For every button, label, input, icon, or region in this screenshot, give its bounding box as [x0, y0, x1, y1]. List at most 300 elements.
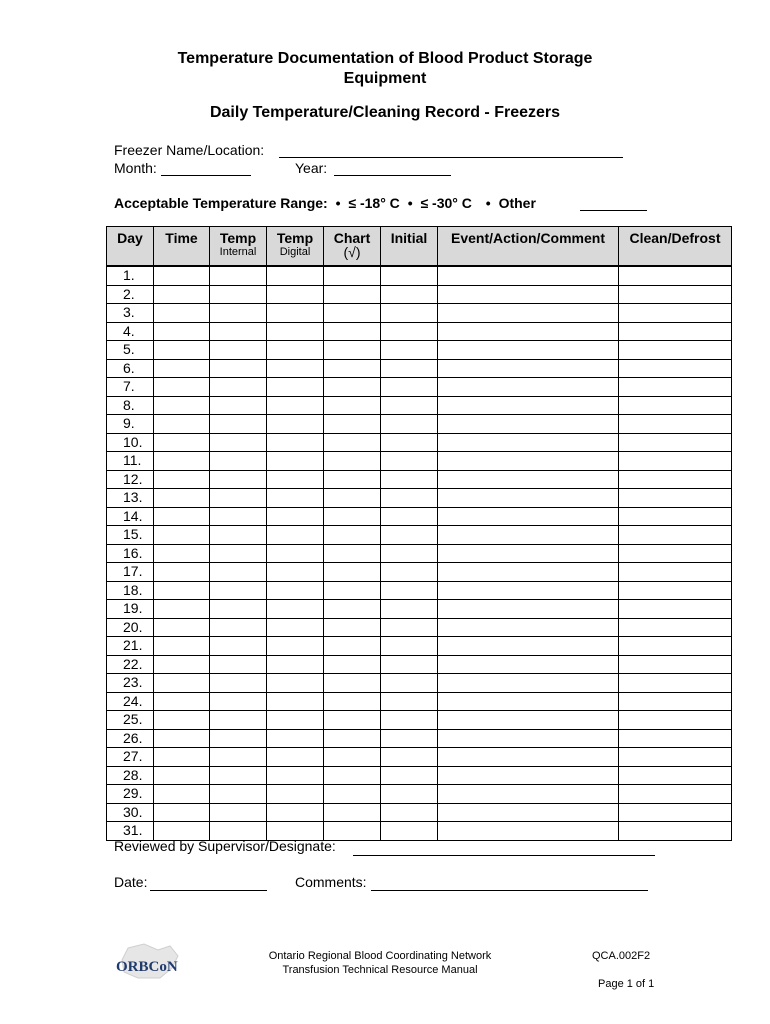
entry-cell[interactable]	[619, 359, 732, 378]
entry-cell[interactable]	[324, 711, 381, 730]
entry-cell[interactable]	[619, 285, 732, 304]
entry-cell[interactable]	[154, 729, 210, 748]
entry-cell[interactable]	[438, 729, 619, 748]
entry-cell[interactable]	[381, 637, 438, 656]
table-row	[107, 563, 732, 582]
table-row	[107, 507, 732, 526]
day-number: 25.	[107, 711, 154, 730]
entry-cell[interactable]	[267, 711, 324, 730]
column-header-label: Temp	[276, 230, 314, 246]
entry-cell[interactable]	[381, 304, 438, 323]
entry-cell[interactable]	[267, 618, 324, 637]
day-number: 2.	[107, 285, 154, 304]
entry-cell[interactable]	[324, 378, 381, 397]
entry-cell[interactable]	[324, 637, 381, 656]
entry-cell[interactable]	[324, 766, 381, 785]
entry-cell[interactable]	[154, 655, 210, 674]
table-row	[107, 470, 732, 489]
entry-cell[interactable]	[619, 489, 732, 508]
entry-cell[interactable]	[619, 322, 732, 341]
entry-cell[interactable]	[267, 655, 324, 674]
entry-cell[interactable]	[619, 507, 732, 526]
entry-cell[interactable]	[267, 507, 324, 526]
entry-cell[interactable]	[381, 803, 438, 822]
entry-cell[interactable]	[267, 748, 324, 767]
entry-cell[interactable]	[324, 544, 381, 563]
entry-cell[interactable]	[210, 489, 267, 508]
entry-cell[interactable]	[438, 359, 619, 378]
entry-cell[interactable]	[210, 433, 267, 452]
column-header-label: Initial	[390, 230, 428, 246]
entry-cell[interactable]	[324, 803, 381, 822]
entry-cell[interactable]	[210, 304, 267, 323]
day-number: 10.	[107, 433, 154, 452]
entry-cell[interactable]	[154, 489, 210, 508]
day-number: 5.	[107, 341, 154, 360]
entry-cell[interactable]	[381, 359, 438, 378]
entry-cell[interactable]	[438, 748, 619, 767]
entry-cell[interactable]	[381, 692, 438, 711]
range-option-30[interactable]: ≤ -30° C	[420, 195, 472, 211]
entry-cell[interactable]	[210, 396, 267, 415]
entry-cell[interactable]	[381, 563, 438, 582]
entry-cell[interactable]	[438, 470, 619, 489]
entry-cell[interactable]	[619, 766, 732, 785]
entry-cell[interactable]	[381, 396, 438, 415]
entry-cell[interactable]	[210, 729, 267, 748]
entry-cell[interactable]	[154, 581, 210, 600]
day-number: 7.	[107, 378, 154, 397]
column-header	[154, 227, 210, 267]
entry-cell[interactable]	[154, 378, 210, 397]
column-header-sublabel: Digital	[279, 246, 311, 258]
entry-cell[interactable]	[154, 600, 210, 619]
entry-cell[interactable]	[324, 507, 381, 526]
column-header	[381, 227, 438, 267]
entry-cell[interactable]	[619, 433, 732, 452]
entry-cell[interactable]	[210, 341, 267, 360]
entry-cell[interactable]	[267, 433, 324, 452]
entry-cell[interactable]	[381, 655, 438, 674]
entry-cell[interactable]	[154, 692, 210, 711]
entry-cell[interactable]	[154, 637, 210, 656]
entry-cell[interactable]	[381, 785, 438, 804]
table-row	[107, 692, 732, 711]
entry-cell[interactable]	[324, 433, 381, 452]
entry-cell[interactable]	[267, 674, 324, 693]
orbcon-logo	[114, 942, 186, 982]
entry-cell[interactable]	[619, 470, 732, 489]
entry-cell[interactable]	[210, 378, 267, 397]
entry-cell[interactable]	[324, 470, 381, 489]
entry-cell[interactable]	[619, 563, 732, 582]
entry-cell[interactable]	[210, 266, 267, 285]
entry-cell[interactable]	[381, 729, 438, 748]
entry-cell[interactable]	[324, 341, 381, 360]
entry-cell[interactable]	[267, 378, 324, 397]
document-title: Temperature Documentation of Blood Product Storage	[177, 50, 593, 67]
entry-cell[interactable]	[438, 304, 619, 323]
table-row	[107, 378, 732, 397]
entry-cell[interactable]	[154, 785, 210, 804]
entry-cell[interactable]	[438, 526, 619, 545]
entry-cell[interactable]	[619, 711, 732, 730]
day-number: 15.	[107, 526, 154, 545]
entry-cell[interactable]	[324, 415, 381, 434]
temperature-log-table	[106, 226, 732, 841]
entry-cell[interactable]	[438, 415, 619, 434]
entry-cell[interactable]	[619, 674, 732, 693]
entry-cell[interactable]	[267, 581, 324, 600]
entry-cell[interactable]	[154, 396, 210, 415]
entry-cell[interactable]	[267, 526, 324, 545]
entry-cell[interactable]	[619, 341, 732, 360]
range-other-field[interactable]	[580, 210, 647, 211]
range-bullet-2: •	[407, 195, 413, 211]
entry-cell[interactable]	[154, 341, 210, 360]
entry-cell[interactable]	[324, 581, 381, 600]
entry-cell[interactable]	[619, 581, 732, 600]
entry-cell[interactable]	[154, 470, 210, 489]
column-header	[619, 227, 732, 267]
range-label: Acceptable Temperature Range:	[114, 195, 328, 211]
comments-label: Comments:	[295, 874, 367, 890]
entry-cell[interactable]	[438, 563, 619, 582]
entry-cell[interactable]	[619, 396, 732, 415]
entry-cell[interactable]	[154, 266, 210, 285]
entry-cell[interactable]	[438, 452, 619, 471]
entry-cell[interactable]	[210, 618, 267, 637]
entry-cell[interactable]	[210, 600, 267, 619]
entry-cell[interactable]	[267, 266, 324, 285]
entry-cell[interactable]	[438, 544, 619, 563]
entry-cell[interactable]	[438, 266, 619, 285]
entry-cell[interactable]	[619, 544, 732, 563]
entry-cell[interactable]	[438, 396, 619, 415]
entry-cell[interactable]	[324, 600, 381, 619]
entry-cell[interactable]	[267, 285, 324, 304]
entry-cell[interactable]	[619, 748, 732, 767]
entry-cell[interactable]	[438, 803, 619, 822]
entry-cell[interactable]	[324, 692, 381, 711]
entry-cell[interactable]	[381, 766, 438, 785]
entry-cell[interactable]	[267, 322, 324, 341]
day-number: 13.	[107, 489, 154, 508]
comments-field[interactable]	[371, 890, 648, 891]
footer-org	[250, 949, 510, 977]
entry-cell[interactable]	[381, 341, 438, 360]
entry-cell[interactable]	[381, 581, 438, 600]
entry-cell[interactable]	[210, 803, 267, 822]
entry-cell[interactable]	[324, 396, 381, 415]
logo-text: ORBCoN	[116, 959, 178, 975]
entry-cell[interactable]	[154, 415, 210, 434]
entry-cell[interactable]	[619, 729, 732, 748]
table-row	[107, 674, 732, 693]
freezer-name-field[interactable]	[279, 157, 623, 158]
range-option-18[interactable]: ≤ -18° C	[348, 195, 400, 211]
temperature-range-row	[114, 195, 540, 211]
table-row	[107, 452, 732, 471]
entry-cell[interactable]	[267, 692, 324, 711]
document-title-line2: Equipment	[343, 70, 427, 87]
entry-cell[interactable]	[154, 563, 210, 582]
entry-cell[interactable]	[438, 674, 619, 693]
entry-cell[interactable]	[619, 692, 732, 711]
entry-cell[interactable]	[267, 563, 324, 582]
table-row	[107, 489, 732, 508]
month-field[interactable]	[161, 175, 251, 176]
entry-cell[interactable]	[381, 544, 438, 563]
entry-cell[interactable]	[154, 711, 210, 730]
entry-cell[interactable]	[381, 452, 438, 471]
entry-cell[interactable]	[619, 452, 732, 471]
entry-cell[interactable]	[154, 766, 210, 785]
entry-cell[interactable]	[619, 618, 732, 637]
table-row	[107, 433, 732, 452]
table-header-row	[107, 227, 732, 267]
entry-cell[interactable]	[154, 285, 210, 304]
entry-cell[interactable]	[267, 600, 324, 619]
footer-org-line2: Transfusion Technical Resource Manual	[282, 964, 478, 976]
entry-cell[interactable]	[210, 415, 267, 434]
day-number: 17.	[107, 563, 154, 582]
entry-cell[interactable]	[619, 655, 732, 674]
day-number: 18.	[107, 581, 154, 600]
column-header-sublabel: (√)	[343, 244, 361, 260]
day-number: 27.	[107, 748, 154, 767]
entry-cell[interactable]	[210, 766, 267, 785]
entry-cell[interactable]	[324, 618, 381, 637]
footer-org-line1: Ontario Regional Blood Coordinating Network	[268, 950, 492, 962]
entry-cell[interactable]	[154, 803, 210, 822]
entry-cell[interactable]	[381, 600, 438, 619]
column-header-label: Temp	[219, 230, 257, 246]
entry-cell[interactable]	[210, 507, 267, 526]
day-number: 16.	[107, 544, 154, 563]
day-number: 1.	[107, 266, 154, 285]
entry-cell[interactable]	[267, 396, 324, 415]
entry-cell[interactable]	[381, 285, 438, 304]
entry-cell[interactable]	[267, 803, 324, 822]
entry-cell[interactable]	[154, 433, 210, 452]
entry-cell[interactable]	[381, 674, 438, 693]
day-number: 11.	[107, 452, 154, 471]
page-number: Page 1 of 1	[598, 978, 655, 990]
entry-cell[interactable]	[210, 563, 267, 582]
entry-cell[interactable]	[267, 470, 324, 489]
date-field[interactable]	[150, 890, 267, 891]
day-number: 14.	[107, 507, 154, 526]
entry-cell[interactable]	[210, 544, 267, 563]
entry-cell[interactable]	[154, 359, 210, 378]
date-label: Date:	[114, 874, 148, 890]
table-row	[107, 803, 732, 822]
entry-cell[interactable]	[381, 322, 438, 341]
entry-cell[interactable]	[438, 322, 619, 341]
entry-cell[interactable]	[154, 452, 210, 471]
column-header	[210, 227, 267, 267]
entry-cell[interactable]	[324, 304, 381, 323]
entry-cell[interactable]	[381, 711, 438, 730]
entry-cell[interactable]	[381, 470, 438, 489]
entry-cell[interactable]	[267, 304, 324, 323]
entry-cell[interactable]	[210, 785, 267, 804]
column-header	[267, 227, 324, 267]
entry-cell[interactable]	[381, 526, 438, 545]
entry-cell[interactable]	[267, 359, 324, 378]
entry-cell[interactable]	[438, 341, 619, 360]
entry-cell[interactable]	[324, 452, 381, 471]
entry-cell[interactable]	[438, 711, 619, 730]
entry-cell[interactable]	[210, 322, 267, 341]
entry-cell[interactable]	[154, 304, 210, 323]
entry-cell[interactable]	[210, 452, 267, 471]
entry-cell[interactable]	[438, 507, 619, 526]
table-row	[107, 526, 732, 545]
entry-cell[interactable]	[438, 655, 619, 674]
entry-cell[interactable]	[438, 822, 619, 841]
entry-cell[interactable]	[381, 433, 438, 452]
entry-cell[interactable]	[210, 285, 267, 304]
entry-cell[interactable]	[438, 785, 619, 804]
table-row	[107, 322, 732, 341]
entry-cell[interactable]	[619, 785, 732, 804]
table-row	[107, 304, 732, 323]
entry-cell[interactable]	[210, 748, 267, 767]
entry-cell[interactable]	[619, 304, 732, 323]
entry-cell[interactable]	[324, 655, 381, 674]
day-number: 6.	[107, 359, 154, 378]
entry-cell[interactable]	[267, 544, 324, 563]
entry-cell[interactable]	[267, 489, 324, 508]
entry-cell[interactable]	[154, 322, 210, 341]
table-row	[107, 581, 732, 600]
table-row	[107, 415, 732, 434]
entry-cell[interactable]	[619, 378, 732, 397]
entry-cell[interactable]	[154, 544, 210, 563]
column-header-label: Event/Action/Comment	[450, 230, 605, 246]
entry-cell[interactable]	[438, 618, 619, 637]
document-code: QCA.002F2	[592, 950, 651, 962]
entry-cell[interactable]	[324, 563, 381, 582]
month-label: Month:	[114, 160, 157, 176]
entry-cell[interactable]	[438, 600, 619, 619]
entry-cell[interactable]	[324, 322, 381, 341]
entry-cell[interactable]	[154, 507, 210, 526]
day-number: 23.	[107, 674, 154, 693]
day-number: 12.	[107, 470, 154, 489]
table-row	[107, 266, 732, 285]
entry-cell[interactable]	[154, 526, 210, 545]
entry-cell[interactable]	[438, 285, 619, 304]
entry-cell[interactable]	[324, 674, 381, 693]
entry-cell[interactable]	[381, 489, 438, 508]
entry-cell[interactable]	[619, 637, 732, 656]
column-header-sublabel: Internal	[219, 246, 257, 258]
entry-cell[interactable]	[324, 748, 381, 767]
entry-cell[interactable]	[267, 766, 324, 785]
entry-cell[interactable]	[154, 618, 210, 637]
entry-cell[interactable]	[381, 378, 438, 397]
table-row	[107, 655, 732, 674]
entry-cell[interactable]	[438, 581, 619, 600]
range-bullet-1: •	[335, 195, 341, 211]
entry-cell[interactable]	[324, 359, 381, 378]
entry-cell[interactable]	[210, 711, 267, 730]
entry-cell[interactable]	[619, 600, 732, 619]
entry-cell[interactable]	[619, 803, 732, 822]
entry-cell[interactable]	[381, 415, 438, 434]
entry-cell[interactable]	[381, 266, 438, 285]
entry-cell[interactable]	[381, 618, 438, 637]
entry-cell[interactable]	[324, 785, 381, 804]
entry-cell[interactable]	[619, 822, 732, 841]
entry-cell[interactable]	[267, 341, 324, 360]
column-header-label: Day	[117, 230, 143, 246]
entry-cell[interactable]	[324, 285, 381, 304]
document-subtitle: Daily Temperature/Cleaning Record - Freezers	[209, 104, 561, 121]
day-number: 31.	[107, 822, 154, 841]
entry-cell[interactable]	[210, 655, 267, 674]
entry-cell[interactable]	[324, 729, 381, 748]
entry-cell[interactable]	[210, 526, 267, 545]
entry-cell[interactable]	[210, 470, 267, 489]
year-field[interactable]	[334, 175, 451, 176]
table-row	[107, 618, 732, 637]
entry-cell[interactable]	[381, 822, 438, 841]
entry-cell[interactable]	[210, 692, 267, 711]
day-number: 30.	[107, 803, 154, 822]
entry-cell[interactable]	[381, 748, 438, 767]
entry-cell[interactable]	[154, 674, 210, 693]
entry-cell[interactable]	[381, 507, 438, 526]
day-number: 29.	[107, 785, 154, 804]
entry-cell[interactable]	[267, 415, 324, 434]
entry-cell[interactable]	[438, 637, 619, 656]
entry-cell[interactable]	[619, 266, 732, 285]
day-number: 9.	[107, 415, 154, 434]
entry-cell[interactable]	[267, 785, 324, 804]
entry-cell[interactable]	[210, 637, 267, 656]
entry-cell[interactable]	[438, 433, 619, 452]
range-option-other[interactable]: Other	[498, 195, 536, 211]
reviewed-by-field[interactable]	[353, 855, 655, 856]
entry-cell[interactable]	[619, 526, 732, 545]
table-row	[107, 341, 732, 360]
entry-cell[interactable]	[619, 415, 732, 434]
entry-cell[interactable]	[267, 729, 324, 748]
entry-cell[interactable]	[210, 674, 267, 693]
entry-cell[interactable]	[324, 266, 381, 285]
day-number: 19.	[107, 600, 154, 619]
table-row	[107, 600, 732, 619]
column-header	[324, 227, 381, 267]
entry-cell[interactable]	[438, 766, 619, 785]
entry-cell[interactable]	[267, 452, 324, 471]
entry-cell[interactable]	[438, 692, 619, 711]
entry-cell[interactable]	[267, 637, 324, 656]
entry-cell[interactable]	[438, 489, 619, 508]
entry-cell[interactable]	[324, 526, 381, 545]
table-row	[107, 359, 732, 378]
entry-cell[interactable]	[438, 378, 619, 397]
entry-cell[interactable]	[210, 359, 267, 378]
entry-cell[interactable]	[324, 489, 381, 508]
table-row	[107, 785, 732, 804]
entry-cell[interactable]	[154, 748, 210, 767]
entry-cell[interactable]	[210, 581, 267, 600]
